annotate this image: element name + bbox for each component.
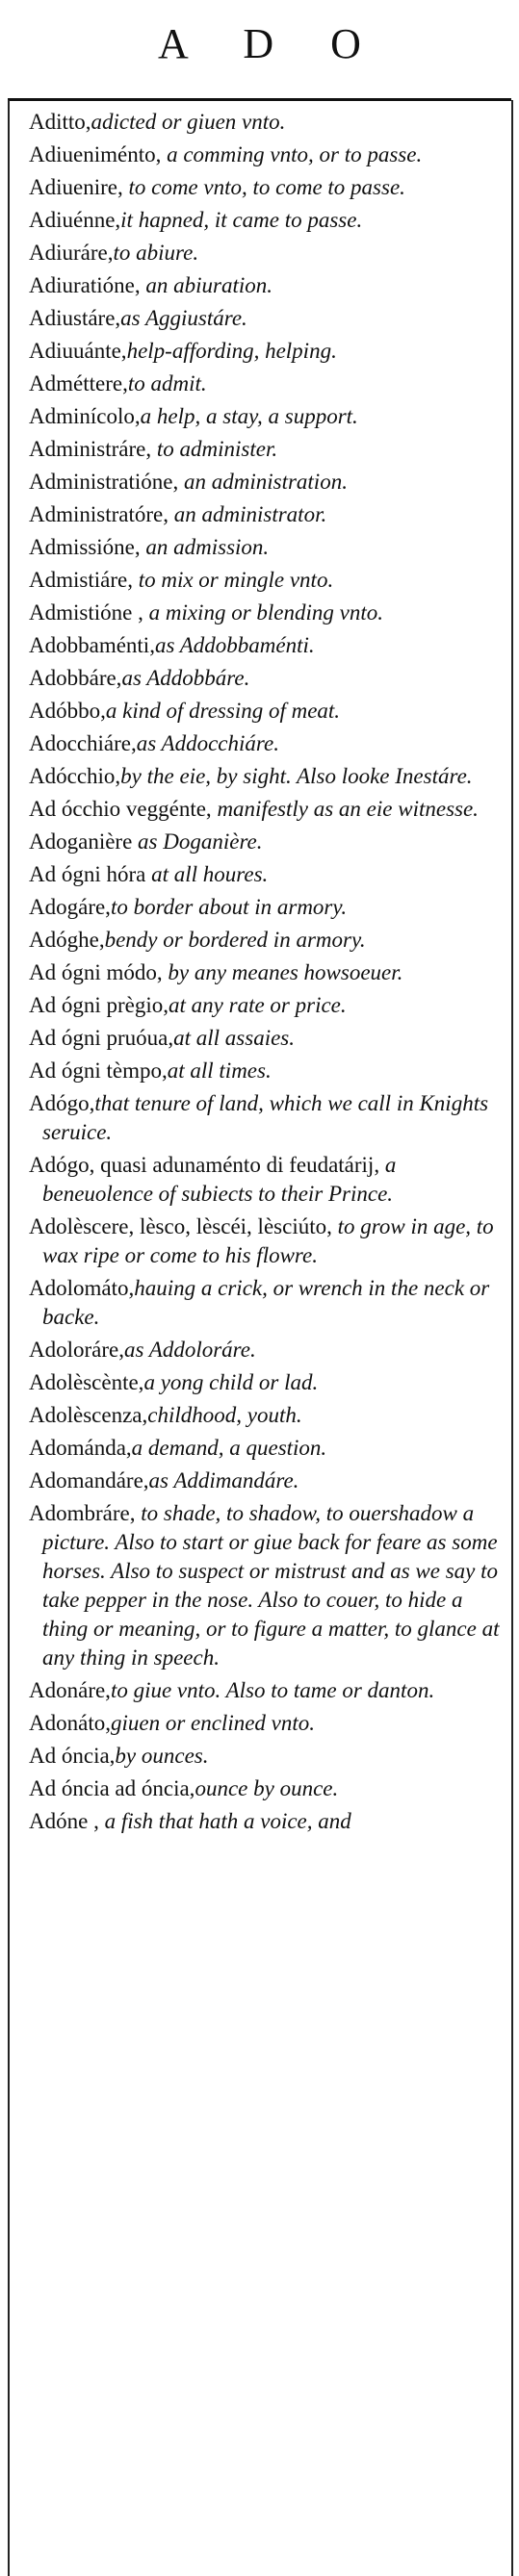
dictionary-entry	[29, 762, 506, 791]
dictionary-entry	[29, 1774, 506, 1803]
dictionary-entry	[29, 893, 506, 922]
dictionary-entry	[29, 1368, 506, 1397]
entry-definition: at all assaies.	[173, 1026, 295, 1050]
dictionary-entry	[29, 1274, 506, 1332]
entry-headword: Adóghe,	[29, 928, 105, 952]
entry-definition: hauing a crick, or wrench in the neck or backe.	[42, 1276, 490, 1329]
entry-definition: as Aggiustáre.	[120, 306, 247, 330]
entry-headword: Adiuenire,	[29, 175, 123, 199]
entry-headword: Adonáto,	[29, 1711, 111, 1735]
dictionary-entry	[29, 271, 506, 300]
entry-definition: at all houres.	[145, 862, 269, 886]
dictionary-entry	[29, 533, 506, 562]
entry-definition: to giue vnto. Also to tame or danton.	[110, 1678, 435, 1702]
entry-headword: Adógo, quasi adunaménto di feudatárij,	[29, 1153, 380, 1177]
entry-definition: a comming vnto, or to passe.	[161, 142, 423, 166]
entry-headword: Adocchiáre,	[29, 731, 137, 755]
entry-headword: Ad ógni tèmpo,	[29, 1058, 168, 1083]
entry-definition: to admit.	[127, 371, 207, 395]
dictionary-entry	[29, 991, 506, 1020]
entry-definition: by ounces.	[115, 1744, 209, 1768]
entry-headword: Administráre,	[29, 437, 152, 461]
entry-headword: Adméttere,	[29, 371, 128, 395]
dictionary-entry	[29, 1024, 506, 1053]
entry-definition: as Addobbáre.	[121, 666, 250, 690]
entry-headword: Ad ógni prègio,	[29, 993, 169, 1017]
entry-definition: to grow in age, to wax ripe or come to his flowre.	[42, 1214, 494, 1267]
entry-definition: by the eie, by sight. Also looke Inestáre.	[120, 764, 473, 788]
entry-headword: Adomandáre,	[29, 1468, 149, 1492]
entry-column	[29, 108, 506, 2576]
entry-headword: Adócchio,	[29, 764, 121, 788]
dictionary-entry	[29, 1742, 506, 1771]
dictionary-entry	[29, 337, 506, 366]
right-column-rule	[511, 100, 513, 2576]
entry-definition: to abiure.	[113, 241, 199, 265]
entry-headword: Admissióne,	[29, 535, 141, 559]
entry-headword: Adolèscènte,	[29, 1370, 144, 1394]
dictionary-entry	[29, 566, 506, 595]
dictionary-entry	[29, 828, 506, 856]
dictionary-entry	[29, 795, 506, 824]
dictionary-entry	[29, 860, 506, 889]
entry-headword: Adolèscere, lèsco, lèscéi, lèsciúto,	[29, 1214, 332, 1238]
entry-headword: Ad ógni pruóua,	[29, 1026, 174, 1050]
entry-headword: Administratóre,	[29, 502, 169, 526]
dictionary-entry	[29, 239, 506, 268]
entry-headword: Adóbbo,	[29, 699, 106, 723]
entry-headword: Adiuráre,	[29, 241, 114, 265]
entry-headword: Adoloráre,	[29, 1338, 124, 1362]
entry-headword: Adobbaménti,	[29, 633, 155, 657]
dictionary-entry	[29, 1212, 506, 1270]
entry-definition: an administration.	[178, 470, 348, 494]
dictionary-entry	[29, 304, 506, 333]
entry-headword: Adiuratióne,	[29, 273, 141, 297]
dictionary-entry	[29, 108, 506, 137]
dictionary-entry	[29, 1676, 506, 1705]
entry-definition: ounce by ounce.	[195, 1776, 339, 1800]
entry-definition: to mix or mingle vnto.	[132, 568, 334, 592]
entry-definition: a mixing or blending vnto.	[143, 600, 383, 625]
entry-headword: Adonáre,	[29, 1678, 111, 1702]
dictionary-entry	[29, 1151, 506, 1209]
entry-headword: Adiuuánte,	[29, 339, 127, 363]
dictionary-entry	[29, 1807, 506, 1836]
dictionary-entry	[29, 1499, 506, 1672]
dictionary-entry	[29, 140, 506, 169]
dictionary-entry	[29, 1434, 506, 1463]
entry-definition: to border about in armory.	[110, 895, 348, 919]
entry-definition: manifestly as an eie witnesse.	[211, 797, 479, 821]
dictionary-entry	[29, 631, 506, 660]
entry-definition: help-affording, helping.	[126, 339, 337, 363]
entry-definition: an abiuration.	[140, 273, 272, 297]
entry-definition: to shade, to shadow, to ouershadow a picture. Also to start or giue back for feare as some horses. Also to suspect or mistrust and as we say to take pepper in the nose. Also to couer, to hide a thing or meaning, or to figure a matter, to glance at any thing in speech.	[42, 1501, 500, 1670]
entry-definition: a help, a stay, a support.	[140, 404, 358, 428]
entry-definition: adicted or giuen vnto.	[91, 110, 286, 134]
entry-headword: Adoganière	[29, 829, 133, 854]
dictionary-entry	[29, 958, 506, 987]
dictionary-entry	[29, 500, 506, 529]
entry-definition: bendy or bordered in armory.	[104, 928, 366, 952]
page-header	[0, 0, 519, 96]
entry-headword: Ad óncia,	[29, 1744, 116, 1768]
dictionary-entry	[29, 664, 506, 693]
header-rule	[8, 98, 511, 101]
entry-headword: Aditto,	[29, 110, 91, 134]
entry-headword: Adolomáto,	[29, 1276, 135, 1300]
entry-definition: giuen or enclined vnto.	[110, 1711, 316, 1735]
running-head: A D O	[158, 20, 384, 67]
dictionary-entry	[29, 1467, 506, 1495]
entry-headword: Ad ógni hóra	[29, 862, 146, 886]
entry-definition: a fish that hath a voice, and	[98, 1809, 351, 1833]
dictionary-entry	[29, 599, 506, 627]
dictionary-entry	[29, 402, 506, 431]
entry-definition: to come vnto, to come to passe.	[122, 175, 405, 199]
entry-headword: Administratióne,	[29, 470, 179, 494]
entry-headword: Adobbáre,	[29, 666, 122, 690]
entry-definition: it hapned, it came to passe.	[120, 208, 363, 232]
entry-definition: a demand, a question.	[131, 1436, 327, 1460]
entry-definition: a yong child or lad.	[143, 1370, 319, 1394]
entry-definition: as Addoloráre.	[124, 1338, 256, 1362]
entry-definition: as Addocchiáre.	[136, 731, 279, 755]
entry-definition: at all times.	[167, 1058, 272, 1083]
dictionary-entry	[29, 1336, 506, 1365]
dictionary-entry	[29, 926, 506, 955]
dictionary-entry	[29, 173, 506, 202]
entry-definition: by any meanes howsoeuer.	[162, 960, 403, 984]
entry-definition: at any rate or price.	[169, 993, 347, 1017]
dictionary-entry	[29, 729, 506, 758]
entry-headword: Adolèscenza,	[29, 1403, 148, 1427]
entry-definition: an admission.	[140, 535, 270, 559]
entry-definition: as Addobbaménti.	[154, 633, 315, 657]
left-column-rule	[8, 100, 10, 2576]
entry-definition: childhood, youth.	[147, 1403, 302, 1427]
entry-headword: Adiuénne,	[29, 208, 121, 232]
entry-headword: Adóne ,	[29, 1809, 99, 1833]
entry-headword: Admistióne ,	[29, 600, 143, 625]
entry-definition: a kind of dressing of meat.	[105, 699, 341, 723]
dictionary-entry	[29, 468, 506, 497]
entry-definition: to administer.	[151, 437, 278, 461]
entry-headword: Ad ógni módo,	[29, 960, 163, 984]
entry-definition: a beneuolence of subiects to their Prince.	[42, 1153, 397, 1206]
entry-headword: Adogáre,	[29, 895, 111, 919]
entry-headword: Ad óncia ad óncia,	[29, 1776, 195, 1800]
dictionary-entry	[29, 1057, 506, 1085]
entry-headword: Adombráre,	[29, 1501, 136, 1525]
entry-headword: Adiustáre,	[29, 306, 121, 330]
entry-headword: Admistiáre,	[29, 568, 133, 592]
entry-headword: Adománda,	[29, 1436, 132, 1460]
dictionary-entry	[29, 1089, 506, 1147]
entry-definition: as Addimandáre.	[148, 1468, 299, 1492]
entry-definition: as Doganière.	[132, 829, 263, 854]
entry-headword: Adiueniménto,	[29, 142, 162, 166]
dictionary-entry	[29, 435, 506, 464]
entry-definition: that tenure of land, which we call in Knights seruice.	[42, 1091, 489, 1144]
dictionary-entry	[29, 370, 506, 398]
dictionary-entry	[29, 1709, 506, 1738]
dictionary-entry	[29, 1401, 506, 1430]
entry-headword: Ad ócchio veggénte,	[29, 797, 212, 821]
dictionary-entry	[29, 697, 506, 726]
entry-headword: Adminícolo,	[29, 404, 141, 428]
entry-definition: an administrator.	[169, 502, 327, 526]
dictionary-entry	[29, 206, 506, 235]
entry-headword: Adógo,	[29, 1091, 95, 1115]
